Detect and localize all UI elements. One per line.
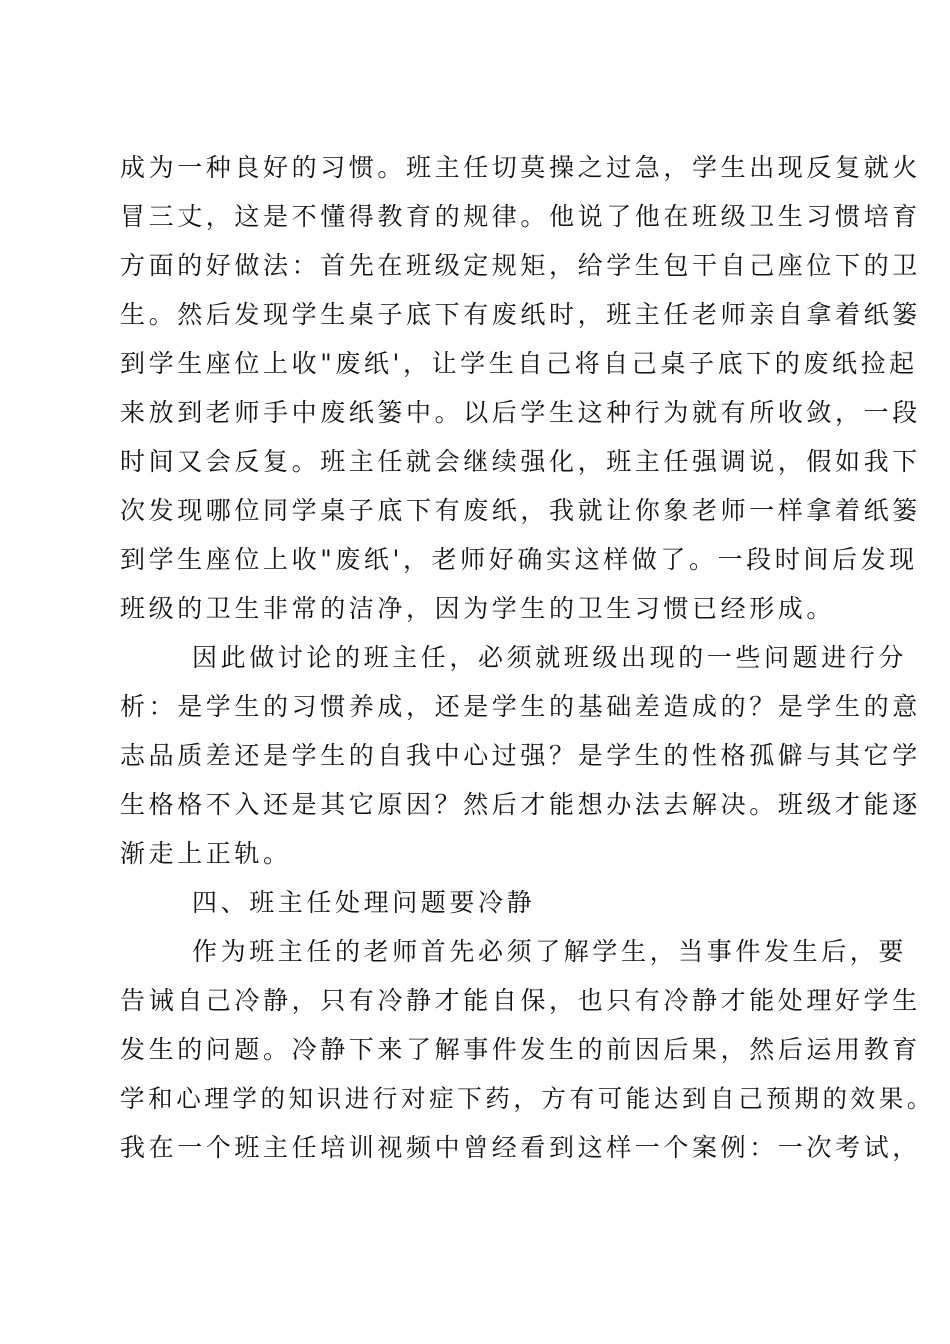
paragraph-line: 成为一种良好的习惯。班主任切莫操之过急，学生出现反复就火	[120, 153, 921, 182]
paragraph-line: 生。然后发现学生桌子底下有废纸时，班主任老师亲自拿着纸篓	[120, 300, 921, 329]
paragraph-first-line: 作为班主任的老师首先必须了解学生，当事件发生后，要	[192, 937, 908, 966]
paragraph-line: 我在一个班主任培训视频中曾经看到这样一个案例：一次考试，	[120, 1133, 921, 1162]
paragraph-line: 时间又会反复。班主任就会继续强化，班主任强调说，假如我下	[120, 447, 921, 476]
paragraph-line: 生格格不入还是其它原因？然后才能想办法去解决。班级才能逐	[120, 790, 921, 819]
paragraph-line: 方面的好做法：首先在班级定规矩，给学生包干自己座位下的卫	[120, 251, 921, 280]
paragraph-line: 发生的问题。冷静下来了解事件发生的前因后果，然后运用教育	[120, 1035, 921, 1064]
paragraph-line: 来放到老师手中废纸篓中。以后学生这种行为就有所收敛，一段	[120, 398, 921, 427]
paragraph-line: 析：是学生的习惯养成，还是学生的基础差造成的？是学生的意	[120, 692, 921, 721]
paragraph-first-line: 因此做讨论的班主任，必须就班级出现的一些问题进行分	[192, 643, 908, 672]
section-heading: 四、班主任处理问题要冷静	[192, 888, 536, 917]
paragraph-line: 到学生座位上收"废纸'，老师好确实这样做了。一段时间后发现	[120, 545, 918, 574]
paragraph-line: 班级的卫生非常的洁净，因为学生的卫生习惯已经形成。	[120, 594, 836, 623]
paragraph-line: 学和心理学的知识进行对症下药，方有可能达到自己预期的效果。	[120, 1084, 935, 1113]
paragraph-line: 到学生座位上收"废纸'，让学生自己将自己桌子底下的废纸捡起	[120, 349, 918, 378]
paragraph-line: 告诫自己冷静，只有冷静才能自保，也只有冷静才能处理好学生	[120, 986, 921, 1015]
paragraph-line: 次发现哪位同学桌子底下有废纸，我就让你象老师一样拿着纸篓	[120, 496, 921, 525]
paragraph-line: 志品质差还是学生的自我中心过强？是学生的性格孤僻与其它学	[120, 741, 921, 770]
paragraph-line: 冒三丈，这是不懂得教育的规律。他说了他在班级卫生习惯培育	[120, 202, 921, 231]
paragraph-line: 渐走上正轨。	[120, 839, 292, 868]
